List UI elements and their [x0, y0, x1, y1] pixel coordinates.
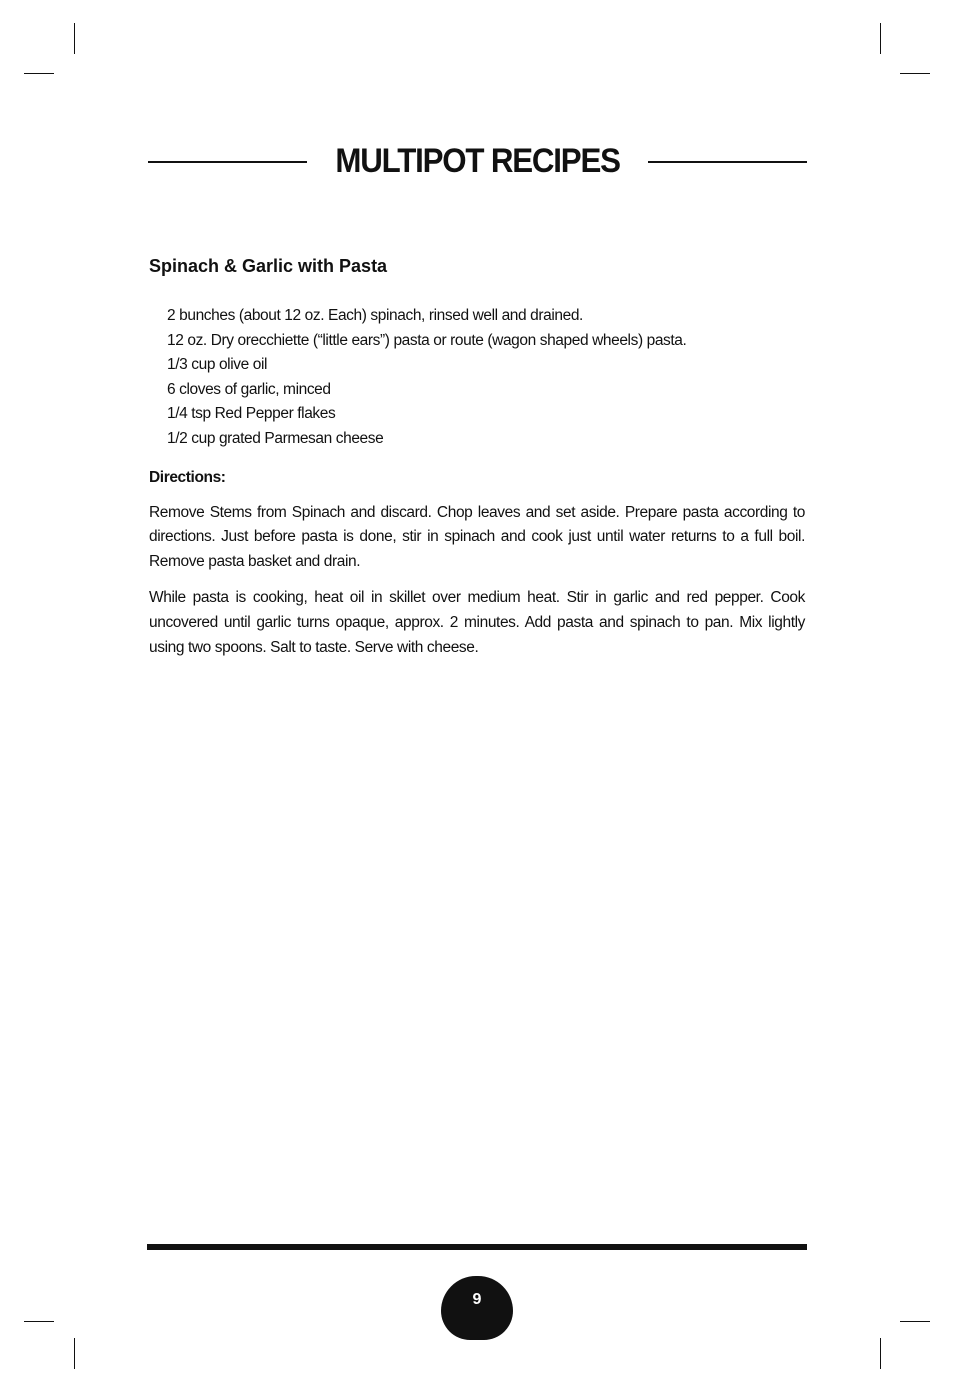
ingredient-item: 1/3 cup olive oil: [167, 356, 268, 374]
crop-mark-top-right-horizontal: [900, 73, 930, 74]
crop-mark-bottom-left-horizontal: [24, 1321, 54, 1322]
ingredient-item: 1/4 tsp Red Pepper flakes: [167, 405, 336, 423]
crop-mark-bottom-right-horizontal: [900, 1321, 930, 1322]
footer-rule: [147, 1244, 807, 1250]
page-header: [148, 136, 807, 186]
crop-mark-top-right-vertical: [880, 23, 881, 54]
crop-mark-top-left-vertical: [74, 23, 75, 54]
ingredient-list: [149, 304, 805, 452]
ingredient-item: 12 oz. Dry orecchiette (“little ears”) pasta or route (wagon shaped wheels) pasta.: [167, 331, 687, 349]
ingredient-item: 2 bunches (about 12 oz. Each) spinach, rinsed well and drained.: [167, 307, 583, 324]
directions-heading: Directions:: [149, 468, 226, 486]
ingredient-item: 1/2 cup grated Parmesan cheese: [167, 429, 384, 447]
ingredient-item: 6 cloves of garlic, minced: [167, 380, 331, 398]
page-title: MULTIPOT RECIPES: [335, 141, 620, 180]
crop-mark-bottom-right-vertical: [880, 1338, 881, 1369]
page-number: 9: [472, 1291, 482, 1308]
recipe-content: [149, 254, 805, 672]
crop-mark-bottom-left-vertical: [74, 1338, 75, 1369]
recipe-title: Spinach & Garlic with Pasta: [149, 256, 388, 276]
page-number-badge: [441, 1276, 513, 1340]
directions-paragraph: Remove Stems from Spinach and discard. Chop leaves and set aside. Prepare pasta according to directions. Just before pasta is done, stir in spinach and cook just until water returns to a full boil. Remove pasta basket and drain.: [149, 503, 805, 570]
header-rule-left: [148, 161, 307, 163]
header-rule-right: [648, 161, 807, 163]
crop-mark-top-left-horizontal: [24, 73, 54, 74]
directions-paragraph: While pasta is cooking, heat oil in skillet over medium heat. Stir in garlic and red pepper. Cook uncovered until garlic turns opaque, approx. 2 minutes. Add pasta and spinach to pan. Mix lightly using two spoons. Salt to taste. Serve with cheese.: [149, 589, 805, 656]
